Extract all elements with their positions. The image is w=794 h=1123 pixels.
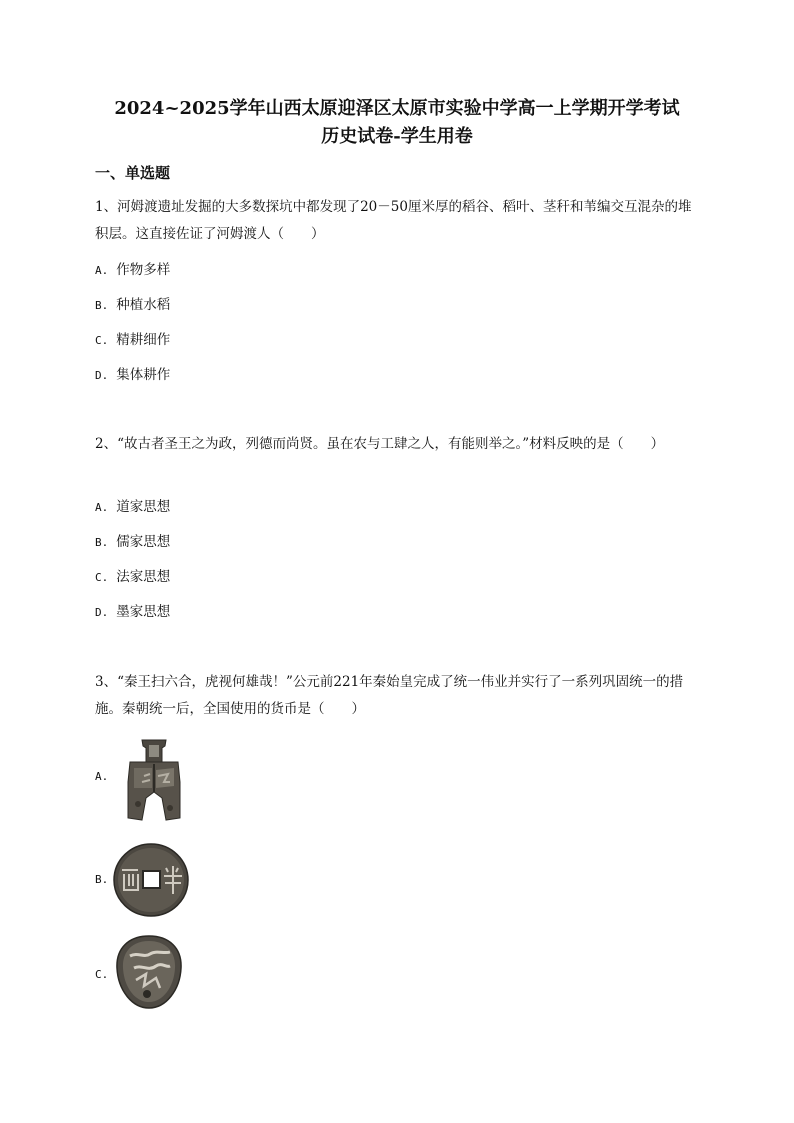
option-text: 精耕细作 — [116, 332, 171, 348]
option-label: A. — [95, 501, 109, 514]
option-text: 道家思想 — [116, 499, 171, 515]
option-label: D. — [95, 606, 109, 619]
question-2-option-d[interactable] — [95, 602, 170, 623]
option-label: B. — [95, 299, 109, 312]
option-text: 儒家思想 — [116, 534, 171, 550]
question-2-option-a[interactable] — [95, 497, 170, 518]
spade-coin-icon[interactable] — [116, 738, 192, 822]
option-text: 墨家思想 — [116, 604, 171, 620]
question-1-option-c[interactable] — [95, 330, 170, 351]
option-label: D. — [95, 369, 109, 382]
option-text: 集体耕作 — [116, 367, 171, 383]
question-1-option-b[interactable] — [95, 295, 170, 316]
question-3-option-b-label[interactable]: B. — [95, 873, 109, 886]
ant-nose-coin-icon[interactable] — [114, 934, 184, 1010]
banliang-coin-icon[interactable] — [112, 842, 190, 918]
question-2-option-b[interactable] — [95, 532, 170, 553]
option-label: B. — [95, 536, 109, 549]
question-1-text: 1、河姆渡遗址发掘的大多数探坑中都发现了20－50厘米厚的稻谷、稻叶、茎秆和苇编交互混杂的堆积层。这直接佐证了河姆渡人（ ） — [95, 199, 692, 242]
exam-title-line2: 历史试卷-学生用卷 — [321, 126, 473, 147]
option-label: C. — [95, 334, 109, 347]
option-label: A. — [95, 264, 109, 277]
question-3-option-a-label[interactable]: A. — [95, 770, 109, 783]
question-2-option-c[interactable] — [95, 567, 170, 588]
question-3-option-c-label[interactable]: C. — [95, 968, 109, 981]
option-text: 法家思想 — [116, 569, 171, 585]
question-1-option-d[interactable] — [95, 365, 170, 386]
option-text: 种植水稻 — [116, 297, 171, 313]
question-2-text: 2、“故古者圣王之为政，列德而尚贤。虽在农与工肆之人，有能则举之。”材料反映的是（ ） — [95, 436, 665, 452]
option-label: C. — [95, 571, 109, 584]
question-1-option-a[interactable] — [95, 260, 170, 281]
section-heading: 一、单选题 — [95, 164, 171, 182]
exam-title-line1: 2024~2025学年山西太原迎泽区太原市实验中学高一上学期开学考试 — [114, 98, 680, 119]
question-3-text: 3、“秦王扫六合，虎视何雄哉！”公元前221年秦始皇完成了统一伟业并实行了一系列巩固统一的措施。秦朝统一后，全国使用的货币是（ ） — [95, 674, 684, 717]
option-text: 作物多样 — [116, 262, 171, 278]
